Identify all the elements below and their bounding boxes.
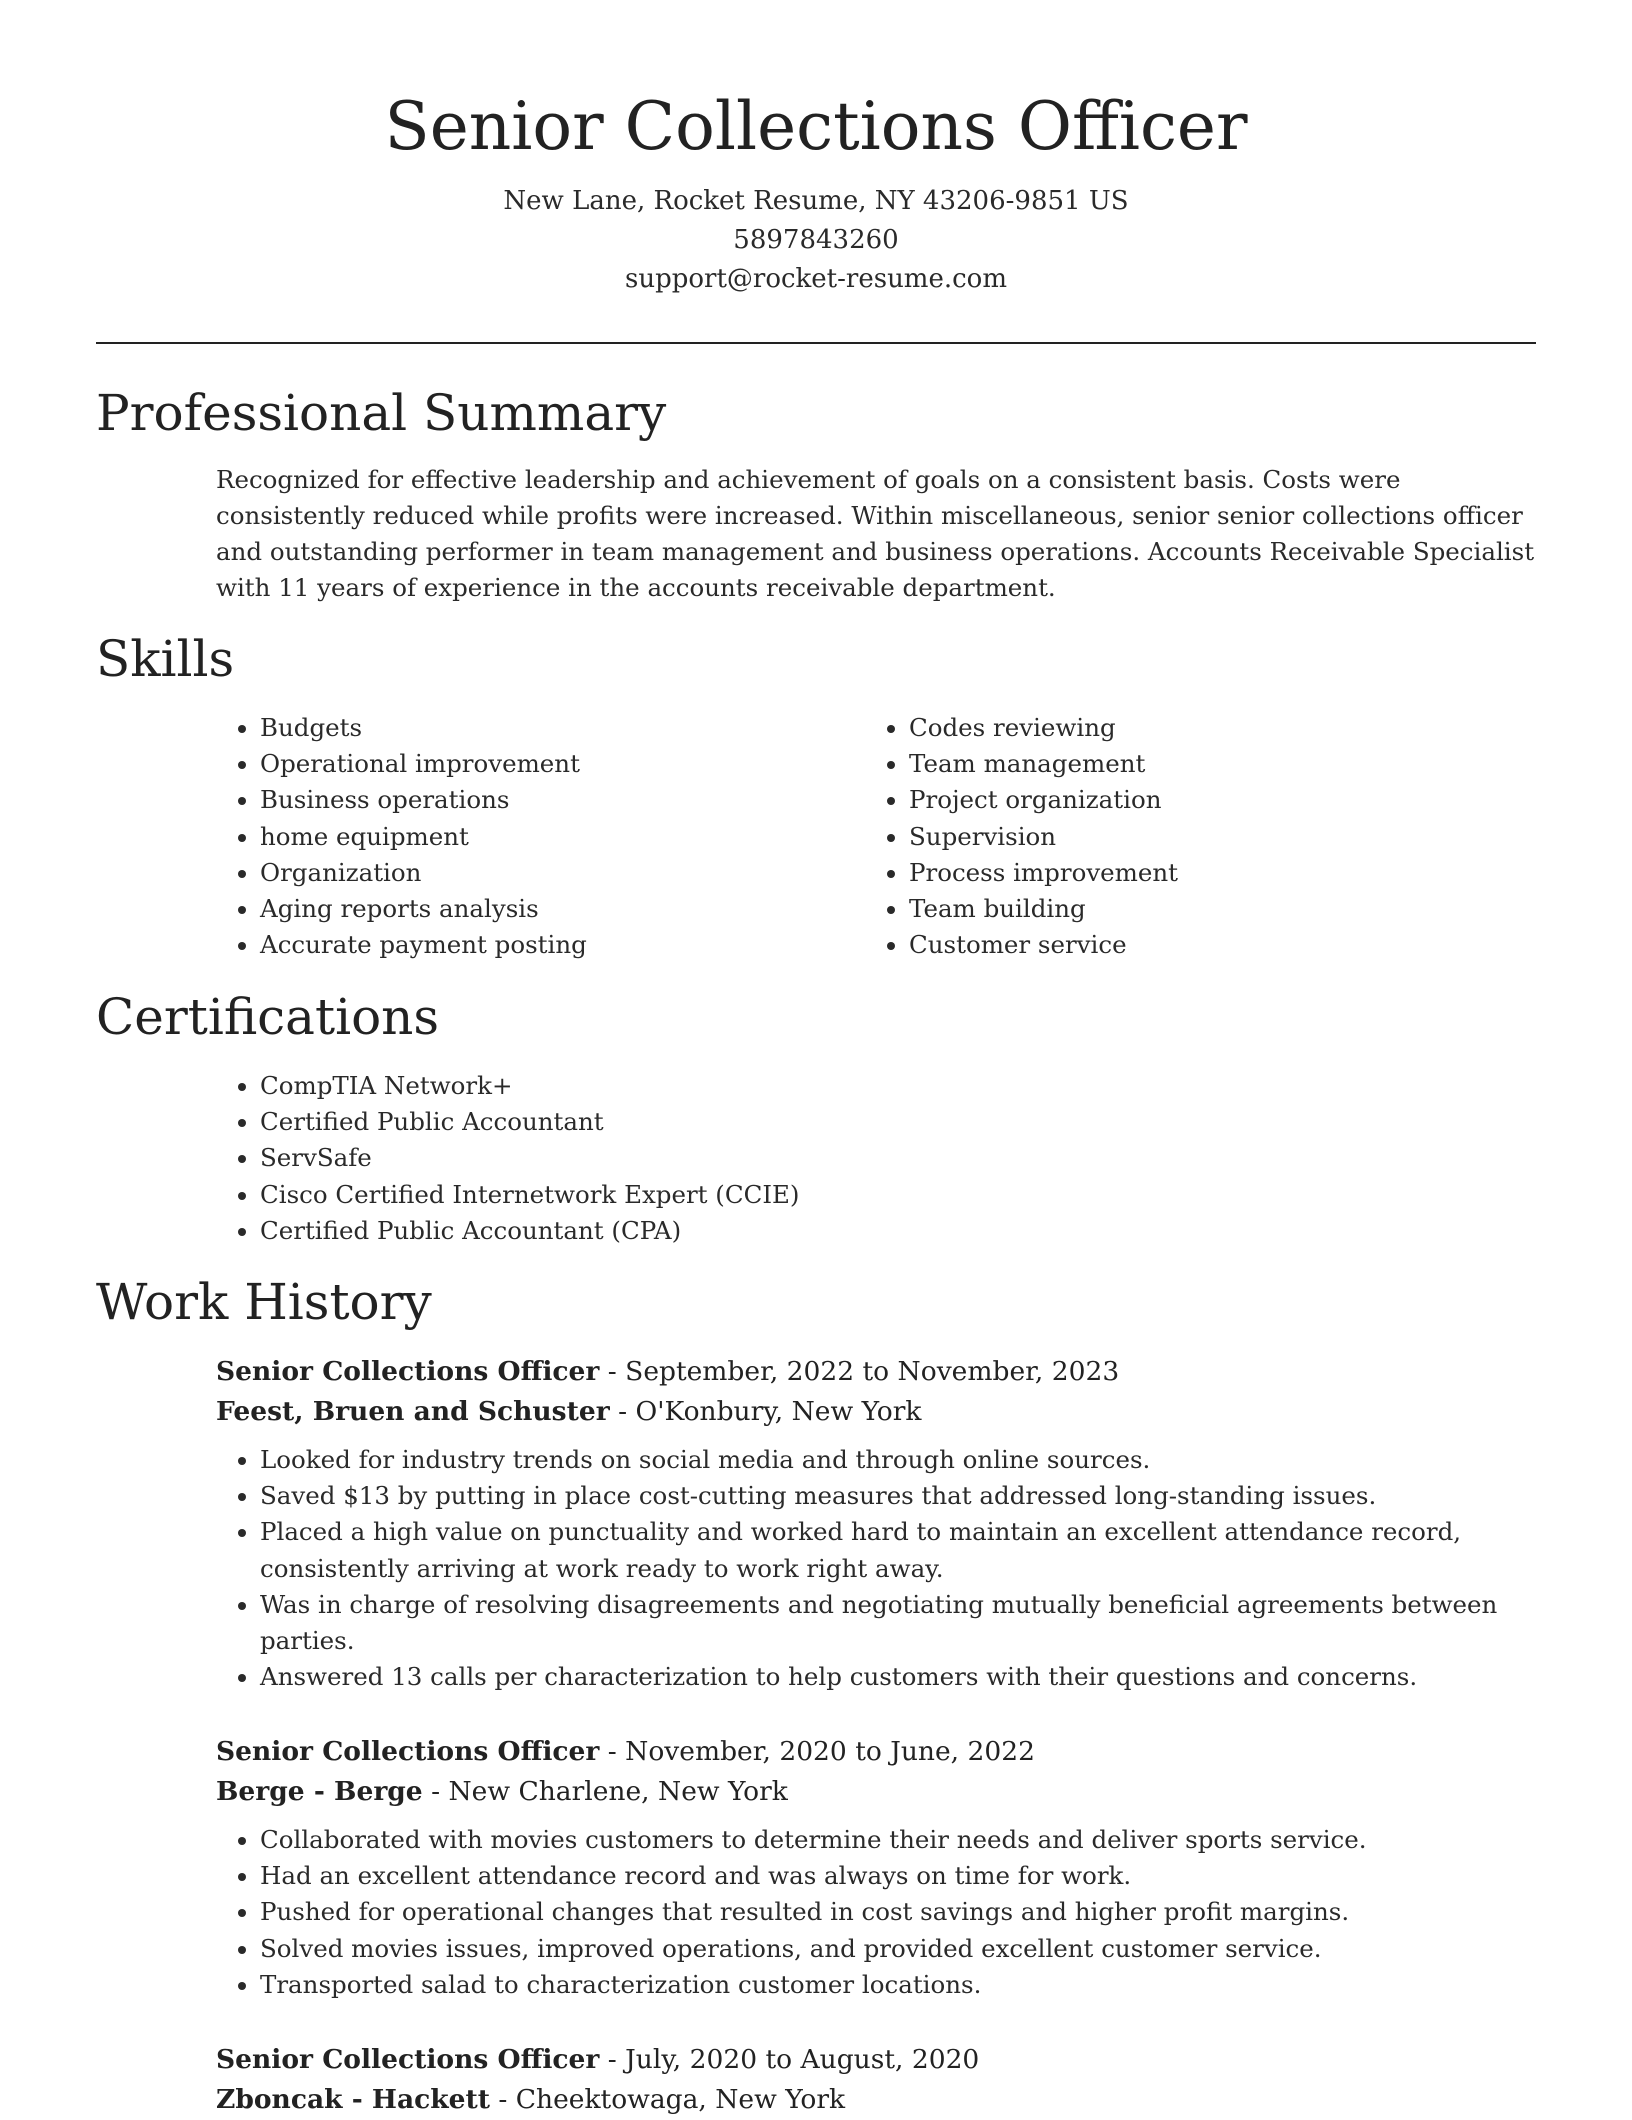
job-location: - Cheektowaga, New York bbox=[489, 2084, 846, 2115]
skill-item: • Accurate payment posting bbox=[260, 927, 816, 963]
skill-item: • home equipment bbox=[260, 819, 816, 855]
skill-item: • Customer service bbox=[909, 927, 1465, 963]
job-bullet: • Transported salad to characterization customer locations. bbox=[260, 1967, 1536, 2003]
skills-heading: Skills bbox=[96, 630, 235, 688]
skill-item: • Operational improvement bbox=[260, 746, 816, 782]
job-entry bbox=[216, 1352, 1536, 1695]
job-bullet: • Had an excellent attendance record and was always on time for work. bbox=[260, 1858, 1536, 1894]
skill-item: • Organization bbox=[260, 855, 816, 891]
job-dates: - September, 2022 to November, 2023 bbox=[599, 1356, 1120, 1387]
skills-list-right bbox=[865, 710, 1465, 963]
skill-item: • Budgets bbox=[260, 710, 816, 746]
job-role: Senior Collections Officer bbox=[216, 1736, 600, 1767]
skill-item: • Team management bbox=[909, 746, 1465, 782]
skill-item: • Codes reviewing bbox=[909, 710, 1465, 746]
certifications-heading: Certifications bbox=[96, 988, 440, 1046]
certifications-list bbox=[216, 1068, 1416, 1249]
certification-item: • Cisco Certified Internetwork Expert (CCIE) bbox=[260, 1177, 1416, 1213]
job-entry bbox=[216, 1732, 1536, 2003]
skill-item: • Aging reports analysis bbox=[260, 891, 816, 927]
job-title-line bbox=[216, 1732, 1536, 1772]
candidate-name: Senior Collections Officer bbox=[384, 88, 1248, 165]
job-bullet: • Collaborated with movies customers to determine their needs and deliver sports service. bbox=[260, 1822, 1536, 1858]
summary-heading: Professional Summary bbox=[96, 384, 667, 442]
job-company: Berge - Berge bbox=[216, 1776, 423, 1807]
job-role: Senior Collections Officer bbox=[216, 1356, 600, 1387]
job-bullet: • Placed a high value on punctuality and worked hard to maintain an excellent attendance record, consistently arriving at work ready to work right away. bbox=[260, 1514, 1536, 1586]
job-bullet: • Was in charge of resolving disagreements and negotiating mutually beneficial agreements between parties. bbox=[260, 1587, 1536, 1659]
job-bullet: • Looked for industry trends on social media and through online sources. bbox=[260, 1442, 1536, 1478]
job-title-line bbox=[216, 2040, 1536, 2080]
certification-item: • Certified Public Accountant bbox=[260, 1104, 1416, 1140]
job-title-line bbox=[216, 1352, 1536, 1392]
job-company: Feest, Bruen and Schuster bbox=[216, 1396, 610, 1427]
certification-item: • Certified Public Accountant (CPA) bbox=[260, 1213, 1416, 1249]
job-bullet: • Solved movies issues, improved operations, and provided excellent customer service. bbox=[260, 1931, 1536, 1967]
skill-item: • Project organization bbox=[909, 782, 1465, 818]
job-bullets bbox=[216, 1442, 1536, 1695]
job-bullet: • Saved $13 by putting in place cost-cutting measures that addressed long-standing issues. bbox=[260, 1478, 1536, 1514]
certification-item: • ServSafe bbox=[260, 1140, 1416, 1176]
job-bullet: • Pushed for operational changes that resulted in cost savings and higher profit margins. bbox=[260, 1894, 1536, 1930]
job-location: - New Charlene, New York bbox=[422, 1776, 788, 1807]
contact-address: New Lane, Rocket Resume, NY 43206-9851 US bbox=[503, 186, 1129, 216]
header-divider bbox=[96, 342, 1536, 344]
job-bullets bbox=[216, 1822, 1536, 2003]
contact-email[interactable]: support@rocket-resume.com bbox=[624, 264, 1007, 294]
certification-item: • CompTIA Network+ bbox=[260, 1068, 1416, 1104]
job-dates: - July, 2020 to August, 2020 bbox=[599, 2044, 980, 2075]
skill-item: • Process improvement bbox=[909, 855, 1465, 891]
job-company-line bbox=[216, 1772, 1536, 1812]
contact-phone: 5897843260 bbox=[733, 225, 899, 255]
summary-text: Recognized for effective leadership and achievement of goals on a consistent basis. Costs were consistently reduced while profits were increased. Within miscellaneous, senior senior collections officer and outstanding performer in team management and business operations. Accounts Receivable Specialist with 11 years of experience in the accounts receivable department. bbox=[216, 465, 1535, 602]
work-history-heading: Work History bbox=[96, 1273, 432, 1331]
job-bullet: • Answered 13 calls per characterization to help customers with their questions and concerns. bbox=[260, 1659, 1536, 1695]
job-company: Zboncak - Hackett bbox=[216, 2084, 490, 2115]
job-company-line bbox=[216, 2080, 1536, 2120]
job-entry bbox=[216, 2040, 1536, 2120]
skill-item: • Business operations bbox=[260, 782, 816, 818]
job-role: Senior Collections Officer bbox=[216, 2044, 600, 2075]
resume-header bbox=[96, 82, 1536, 299]
job-company-line bbox=[216, 1392, 1536, 1432]
job-dates: - November, 2020 to June, 2022 bbox=[599, 1736, 1035, 1767]
skill-item: • Team building bbox=[909, 891, 1465, 927]
skills-list-left bbox=[216, 710, 816, 963]
skill-item: • Supervision bbox=[909, 819, 1465, 855]
job-location: - O'Konbury, New York bbox=[609, 1396, 922, 1427]
